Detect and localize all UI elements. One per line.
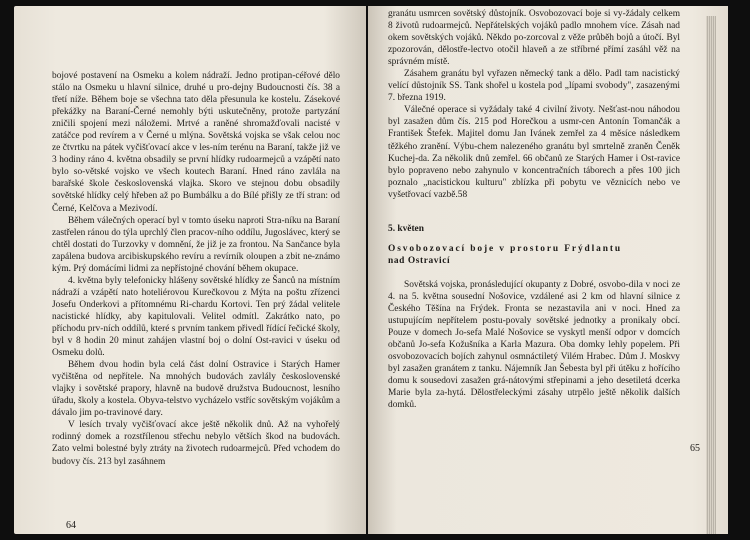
paragraph: bojové postavení na Osmeku a kolem nádraží. Jedno protipan-céřové dělo stálo na Osmeku u hlavní silnice, druhé u pro-dejny Budoucnosti čís. 38 a třetí níže. Během boje se všechna tato děla přesunula ke kostelu. Zásekové překážky na Baraní-Černé nemohly býti uskutečněny, protože partyzání zničili spojení mezi náložemi. Mrtvé a raněné shromažďovali nacisté v zatáčce pod revírem a v Černé u mlýna. Sovětská vojska se však celou noc ze čtvrtku na pátek vyčišťovací akce v les-ním terénu na Baraní, takže již ve 3 hodiny ráno 4. května obsadily se první hlídky rudoarmejců a vzápětí nato bylo so-větské vojsko ve všech koutech Baraní. Hned ráno zavlála na barařské škole československá vlajka. Skoro ve stejnou dobu obsadily sovětské hlídky celý hřeben až po Bumbálku a do Bílé přišly ze tří stran: od Černé, Kelčova a Mezivodí.: [52, 71, 340, 214]
paragraph: Během dvou hodin byla celá část dolní Ostravice i Starých Hamer vyčištěna od nepřítele. Na mnohých budovách zavlály československé vlajky i sovětské prapory, hlavně na budově družstva Budoucnost, lesního úřadu, školy a kostela. Obyva-telstvo vycházelo vstříc sovětským vojákům a dávalo jim po-travinové dary.: [52, 360, 340, 419]
page-number: 64: [66, 520, 76, 531]
heading-gap: [388, 235, 680, 243]
paragraph: Zásahem granátu byl vyřazen německý tank a dělo. Padl tam nacistický velící důstojník SS. Tank shořel u kostela pod „lípami svobody", zasazenými 7. března 1919.: [388, 69, 680, 104]
paragraph: Během válečných operací byl v tomto úseku naproti Stra-níku na Baraní zastřelen ránou do týla uprchlý člen pracov-ního oddílu, Jugoslávec, který se chtěl dostati do Turzovky v domnění, že již je za frontou. Na Sančance byla zapálena budova arcibiskupského revíru a revírník oloupen a zbit ne-známo kým. Prý domácími lidmi za nepřístojné chování během okupace.: [52, 215, 340, 274]
section-gap: [388, 201, 680, 223]
section-heading-line2: nad Ostravicí: [388, 255, 451, 266]
left-page: [14, 6, 366, 534]
page-stack-edge: [706, 16, 716, 534]
left-text-column: [52, 70, 340, 468]
paragraph: granátu usmrcen sovětský důstojník. Osvobozovací boje si vy-žádaly celkem 8 životů rudoarmejců. Nepřátelských vojáků padlo mnohem více. Zásah nad okem sovětských vojáků. Někdo po-zorcoval z věže průběh bojů a útočí. Byl zpozorován, dělostře-lectvo otočil hlaveň a ze stříbrné přímí zasáhl věž na správném místě.: [388, 9, 680, 68]
paragraph: Sovětská vojska, pronásledující okupanty z Dobré, osvobo-dila v noci ze 4. na 5. května sousední Nošovice, vzdálené asi 2 km od hlavní silnice z Českého Těšína na Frýdek. Fronta se nezastavila ani v noci. Hned za ustupujícím nepřítelem postu-povaly sovětské jednotky a pronikaly obcí. Pouze v domech Jo-sefa Malé Nošovice se vyskytl menší odpor v domcích občanů Jo-sefa Kožušníka a Karla Mazura. Oba domky lehly popelem. Při osvobozovacích bojích zahynul osmnáctiletý Vilém Hrabec. Dům J. Moskvy byl zasažen granátem z tanku. Nájemník Jan Šebesta byl při útěku z hořícího domu k sousedovi zasažen grá-nátovými střepinami a jeho desetiletá dcerka Marie byla za-hytá. Dělostřeleckými zásahy utrpělo ještě několik dalších domků.: [388, 279, 680, 411]
heading-gap: [388, 267, 680, 279]
paragraph: V lesích trvaly vyčišťovací akce ještě několik dnů. Až na vyhořelý rodinný domek a rozstřílenou střechu nebylo větších škod na budovách. Zato velmi bolestné byly ztráty na životech rudoarmejců. Před vchodem do budovy čís. 213 byl zasáhnem: [52, 420, 340, 467]
right-text-column: [388, 8, 680, 411]
section-subheading: 5. květen: [388, 223, 424, 234]
section-heading: Osvobozovací boje v prostoru Frýdlantu: [388, 243, 623, 254]
paragraph: Válečné operace si vyžádaly také 4 civilní životy. Nešťast-nou náhodou byl zasažen dům čís. 215 pod Horečkou a usmr-cen Antonín Tomančák a František Štefek. Majitel domu Jan Ivánek zemřel za 4 měsíce následkem těžkého zranění. Výbu-chem nalezeného granátu byl smrtelně zraněn Čeněk Kuchej-da. Za několik dnů zemřel. 66 občanů ze Starých Hamer i Ost-ravice bylo popraveno nebo zahynulo v koncentračních táborech a přes 100 jich poznalo „nacistickou kulturu" zblízka při pobytu ve věznicích nebo ve vyšetřovací vazbě.58: [388, 105, 680, 200]
right-page: [368, 6, 728, 534]
paragraph: 4. května byly telefonicky hlášeny sovětské hlídky ze Šanců na místním nádraží a vzápětí nato hoteliérovou Kurečkovou z Mýta na poštu zřízenci Josefu Onderkovi a přítomnému Ri-chardu Kortovi. Ten prý žádal velitele nacistické hlídky, aby kapitulovali. Velitel odmítl. Zakrátko nato, po příchodu prv-ních oddílů, které s prvním tankem přivedl řídící řečické školy, byl v 8 hodin 20 minut zahájen vlastní boj o dolní Ost-ravici v úseku od Osmeku dolů.: [52, 275, 340, 359]
page-number: 65: [690, 443, 700, 454]
